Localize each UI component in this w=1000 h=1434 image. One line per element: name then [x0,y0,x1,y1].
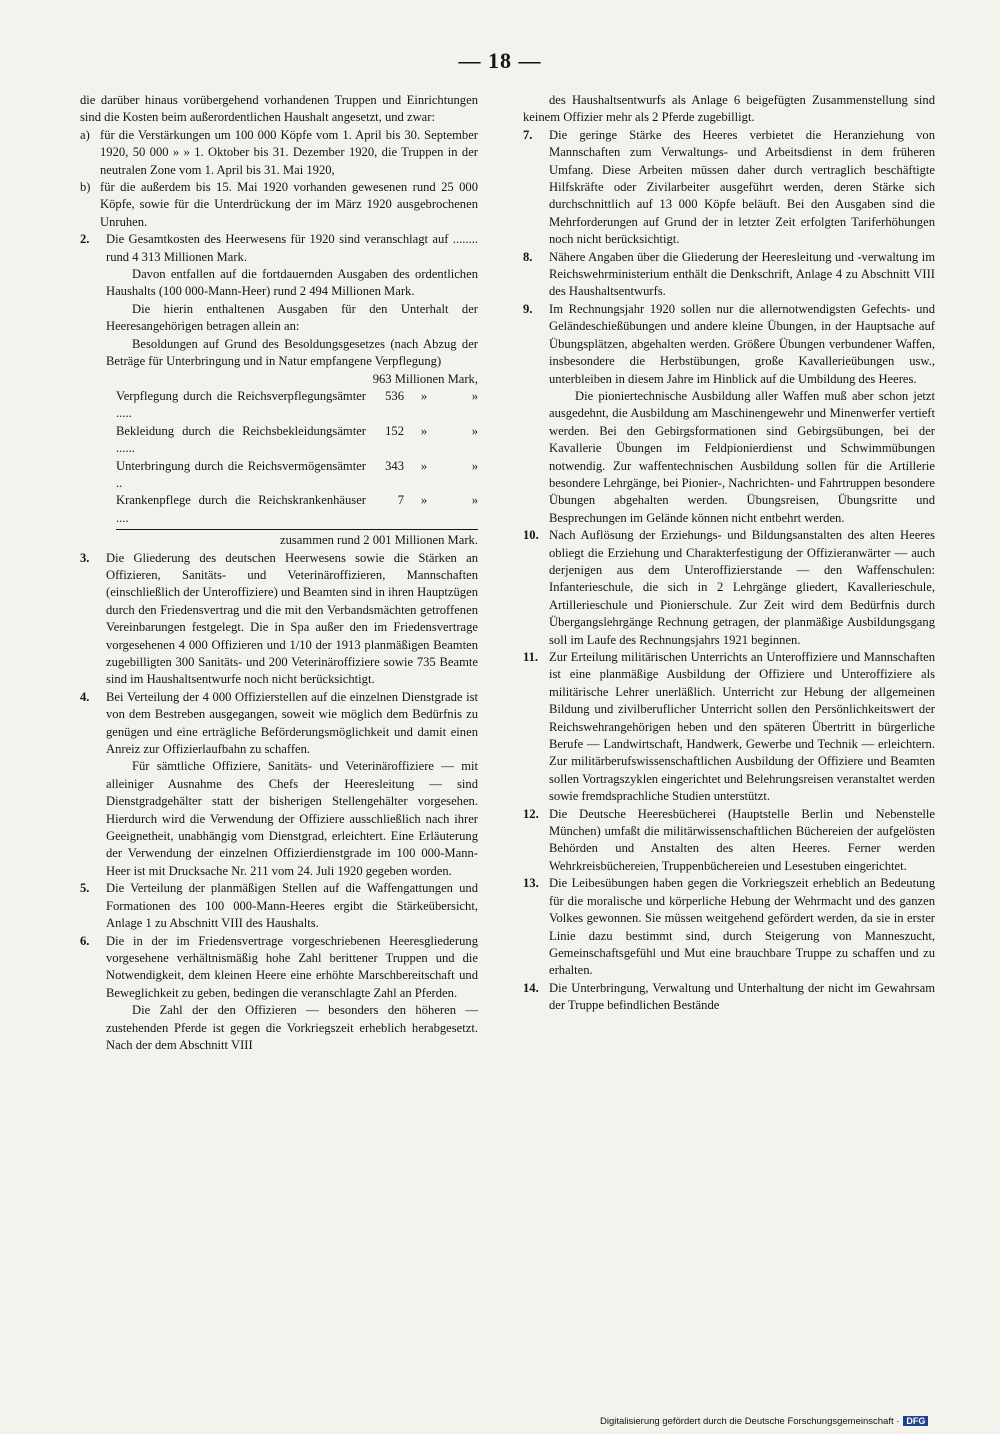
section-9 [523,301,935,527]
page-number: — 18 — [458,48,542,73]
section-3 [80,550,478,689]
ditto-mark: » [420,423,428,438]
section-text: Besoldungen auf Grund des Besoldungsgesetzes (nach Abzug der Beträge für Unterbringung und in Natur empfangene Verpflegung) [106,336,478,369]
credit-text: Digitalisierung gefördert durch die Deutsche Forschungsgemeinschaft · [600,1416,900,1427]
digitization-credit [600,1416,928,1427]
row-value: 7 [397,493,404,508]
section-text: Davon entfallen auf die fortdauernden Ausgaben des ordentlichen Haushalts (100 000-Mann-Heer) rund 2 494 Millionen Mark. [106,267,478,299]
section-text: Bei Verteilung der 4 000 Offizierstellen auf die einzelnen Dienstgrade ist von dem Bestreben ausgegangen, soweit wie möglich dem Bedürfnis zu genügen und eine erträgliche Beförderungsmöglichkeit und damit einen Anreiz zur Offizierlaufbahn zu schaffen. [106,689,478,757]
section-text: Die Deutsche Heeresbücherei (Hauptstelle Berlin und Nebenstelle München) umfaßt die militärwissenschaftlichen Büchereien der aufgelösten Behörden und Anstalten des alten Heeres. Ferner werden Wehrkreisbüchereien, Truppenbüchereien und Lesestuben eingerichtet. [549,806,935,873]
ditto-mark: » [471,423,478,438]
section-number: 2. [80,232,90,247]
paragraph-intro: die darüber hinaus vorübergehend vorhandenen Truppen und Einrichtungen sind die Kosten beim außerordentlichen Haushalt angesetzt, und zwar: [80,93,478,125]
ditto-mark: » [471,458,478,473]
section-6 [80,933,478,1055]
table-divider [116,529,478,530]
section-text: Die geringe Stärke des Heeres verbietet die Heranziehung von Mannschaften zum Verwaltungs- und Arbeitsdienst in dem früheren Umfang. Diese Arbeiten müssen daher durch vertraglich beschäftigte Hilfskräfte oder Zivilarbeiter ausgeführt werden, deren Stärke sich durchschnittlich auf 13 000 Köpfe beläuft. Bei den Ausgaben sind die Mehrforderungen auf Grund der in letzter Zeit erfolgten Tariferhöhungen noch nicht berücksichtigt. [549,127,935,247]
section-number: 8. [523,249,533,264]
amount: 963 Millionen Mark, [372,371,478,386]
section-5 [80,880,478,932]
section-10 [523,527,935,649]
section-text: Die Unterbringung, Verwaltung und Unterhaltung der nicht im Gewahrsam der Truppe befindlichen Bestände [549,980,935,1013]
section-text: Für sämtliche Offiziere, Sanitäts- und Veterinäroffiziere — mit alleiniger Ausnahme des Chefs der Heeresleitung — sind Dienstgradgehälter statt der bisherigen Stellengehälter vorgesehen. Hierdurch wird die Verwendung der Offiziere ausschließlich nach ihrer Geeignetheit, unabhängig vom Dienstgrad, erleichtert. Eine Erläuterung der Verwendung der einzelnen Offizierdienstgrade im 100 000-Mann-Heer ist mit Drucksache Nr. 211 vom 24. Juli 1920 gegeben worden. [106,759,478,878]
table-row [80,492,478,527]
section-text: Die pioniertechnische Ausbildung aller Waffen muß aber schon jetzt ausgedehnt, die Ausbildung am Maschinengewehr und Minenwerfer vertieft werden. Bei den Gebirgsformationen sind Gebirgsübungen, bei der Kavallerie Übungen im Feldpionierdienst und Schwimmübungen notwendig. Zur waffentechnischen Ausbildung sollen für die Artillerie besondere Lehrgänge, bei Pionier-, Nachrichten- und Fahrtruppen besondere Übungen abgehalten werden. Übungsreisen, Übungsritte und Besprechungen im Gelände können nicht entbehrt werden. [549,388,935,525]
section-text: Im Rechnungsjahr 1920 sollen nur die allernotwendigsten Gefechts- und Geländeschießübungen und andere kleine Übungen, in der Hauptsache auf Übungsplätzen, abgehalten werden. Größere Übungen verbundener Waffen, insbesondere die Herbstübungen, große Kavallerieübungen usw., unterbleiben in diesem Jahre im Hinblick auf die Umbildung des Heeres. [549,301,935,386]
row-label: Unterbringung durch die Reichsvermögensämter .. [116,458,366,490]
section-2 [80,231,478,388]
section-number: 6. [80,933,90,948]
table-row [80,423,478,458]
right-column [523,92,935,1015]
section-number: 10. [523,528,539,543]
section-4 [80,689,478,880]
section-text: Die Gesamtkosten des Heerwesens für 1920 sind veranschlagt auf ........ rund 4 313 Millionen Mark. [106,232,478,264]
section-text: Die Zahl der den Offizieren — besonders den höheren — zustehenden Pferde ist gegen die Vorkriegszeit erheblich herabgesetzt. Nach der dem Abschnitt VIII [106,1003,478,1052]
section-number: 5. [80,881,90,896]
ditto-mark: » [471,388,478,403]
section-number: 11. [523,650,539,664]
row-label: Verpflegung durch die Reichsverpflegungsämter ..... [116,388,366,421]
paragraph-continuation: des Haushaltsentwurfs als Anlage 6 beigefügten Zusammenstellung sind keinem Offizier mehr als 2 Pferde zugebilligt. [523,93,935,125]
section-number: 3. [80,550,90,565]
list-item-a [80,127,478,179]
section-12 [523,806,935,876]
row-value: 536 [385,388,404,403]
left-column [80,92,478,1054]
section-text: Zur Erteilung militärischen Unterrichts an Unteroffiziere und Mannschaften ist eine planmäßige Ausbildung der Offiziere und Unteroffiziere als militärische Lehrer unerläßlich. Unterricht zur Hebung der allgemeinen Bildung und zivilberuflicher Unterricht sollen den Persönlichkeitswert der Reichswehrangehörigen heben und den späteren Übertritt in bürgerliche Berufe — Landwirtschaft, Handwerk, Gewerbe und Technik — erleichtern. Zur militärberufswissenschaftlichen Ausbildung der Offiziere und Beamten sollen Vortragszyklen eingerichtet und Belehrungsreisen veranstaltet werden sowie fremdsprachliche Studien unterstützt. [549,650,935,804]
row-label: Krankenpflege durch die Reichskrankenhäuser .... [116,493,366,525]
section-number: 7. [523,127,533,142]
section-number: 4. [80,689,90,704]
section-14 [523,980,935,1015]
item-label: a) [80,127,90,142]
section-number: 14. [523,980,539,995]
section-text: Die hierin enthaltenen Ausgaben für den Unterhalt der Heeresangehörigen betragen allein an: [106,301,478,334]
item-label: b) [80,180,91,195]
section-text: Nähere Angaben über die Gliederung der Heeresleitung und -verwaltung im Reichswehrministerium enthält die Denkschrift, Anlage 4 zu Abschnitt VIII des Haushaltsentwurfs. [549,249,935,299]
section-11 [523,649,935,806]
section-13 [523,875,935,979]
list-item-b [80,179,478,231]
section-text: Die Verteilung der planmäßigen Stellen auf die Waffengattungen und Formationen des 100 000-Mann-Heeres ergibt die Stärkeübersicht, Anlage 1 zu Abschnitt VIII des Haushalts. [106,881,478,931]
ditto-mark: » [420,388,428,403]
section-text: Nach Auflösung der Erziehungs- und Bildungsanstalten des alten Heeres obliegt die Erziehung und Charakterfestigung der Offizieranwärter — auch derjenigen aus dem Unteroffizierstande — den Waffenschulen: Infanterieschule, die sich in 2 Lehrgänge gliedert, Kavallerieschule, Artillerieschule und Pionierschule. Zur Zeit wird dem Bedürfnis durch Übergangslehrgänge Rechnung getragen, der planmäßige Ausbildungsgang soll im Laufe des Rechnungsjahrs 1921 beginnen. [549,528,935,647]
table-row [80,388,478,423]
section-number: 9. [523,301,533,316]
row-label: Bekleidung durch die Reichsbekleidungsämter ...... [116,423,366,456]
item-text: für die Verstärkungen um 100 000 Köpfe vom 1. April bis 30. September 1920, 50 000 » » 1. Oktober bis 31. Dezember 1920, die Truppen in der neutralen Zone vom 1. April bis 31. Mai 1920, [100,127,478,177]
ditto-mark: » [471,493,478,508]
table-row [80,458,478,493]
ditto-mark: » [420,458,428,473]
section-text: Die in der im Friedensvertrage vorgeschriebenen Heeresgliederung vorgesehene verhältnismäßig hohe Zahl berittener Truppen und die Notwendigkeit, dem kleinen Heere eine erhöhte Marschbereitschaft und Beweglichkeit zu geben, bedingen die veranschlagte Zahl an Pferden. [106,933,478,1000]
row-value: 152 [385,423,404,438]
section-7 [523,127,935,249]
ditto-mark: » [420,493,428,508]
table-total: zusammen rund 2 001 Millionen Mark. [280,533,478,548]
section-8 [523,249,935,301]
section-number: 12. [523,806,539,821]
section-text: Die Gliederung des deutschen Heerwesens sowie die Stärken an Offizieren, Sanitäts- und Veterinäroffizieren, Mannschaften (einschließlich der Unteroffiziere) und Beamten sind in ihren Hauptzügen durch den Friedensvertrag und die mit den Verbandsmächten getroffenen Vereinbarungen festgelegt. Die in Spa außer den im Friedensvertrage vorgesehenen 4 000 Offizieren und 1/10 der 1913 planmäßigen Beamten zugebilligten 300 Sanitäts- und 200 Veterinäroffiziere sowie 735 Beamte sind im Haushaltsentwurfe noch nicht berücksichtigt. [106,550,478,687]
cost-table [80,388,478,550]
row-value: 343 [385,458,404,473]
dfg-logo: DFG [903,1416,928,1426]
section-text: Die Leibesübungen haben gegen die Vorkriegszeit erheblich an Bedeutung für die moralische und körperliche Hebung der Wehrmacht und des ganzen Volkes gewonnen. Sie müssen weitgehend gefördert werden, da sie in erster Linie dazu bestimmt sind, durch Steigerung von Manneszucht, Gemeinschaftsgefühl und Mut eine brauchbare Truppe zu schaffen und zu erhalten. [549,876,935,978]
section-number: 13. [523,876,539,891]
item-text: für die außerdem bis 15. Mai 1920 vorhanden gewesenen rund 25 000 Köpfe, sowie für die Unterdrückung der im März 1920 ausgebrochenen Unruhen. [100,180,478,229]
